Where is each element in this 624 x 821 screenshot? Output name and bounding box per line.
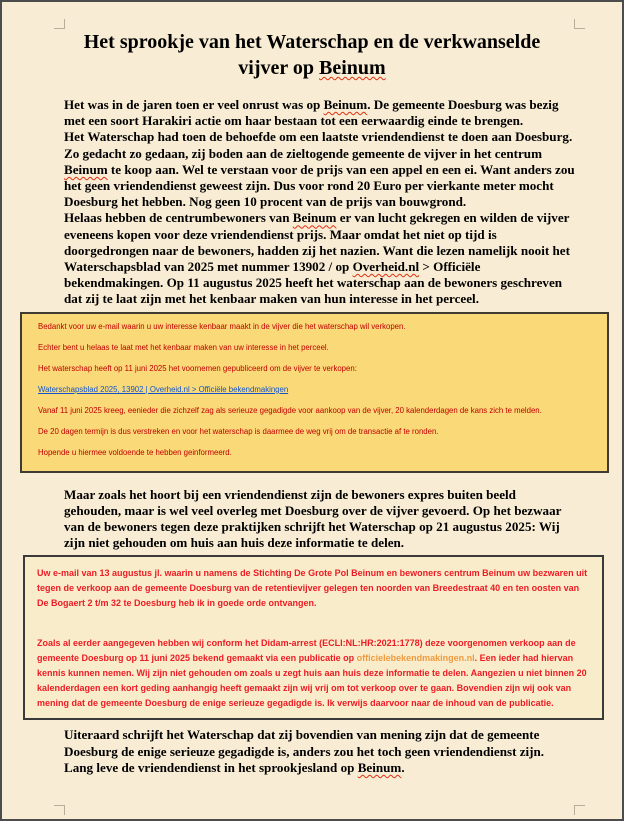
misspelled-word: Beinum [357, 759, 402, 775]
text-segment: . De gemeente Doesburg was bezig met een soort Harakiri actie om haar bestaan tot een eerwaardig einde te brengen. [64, 97, 559, 129]
text-segment: Het was in de jaren toen er veel onrust was op [64, 97, 324, 112]
paragraph-vriendendienst [64, 129, 576, 210]
text-segment: Zoals al eerder aangegeven hebben wij conform het Didam-arrest (ECLI:NL:HR:2021:1778) deze voorgenomen verkoop aan de gemeente Doesburg op 11 juni 2025 bekend gemaakt via een publicatie op [37, 638, 576, 664]
misspelled-word: Overheid.nl [352, 259, 420, 275]
text-segment: Uiteraard schrijft het Waterschap dat zij bovendien van mening zijn dat de gemeente Doesburg de enige serieuze gegadigde is, anders zou het toch geen vriendendienst zijn. Lang leve de vriendendienst in het sprookjesland op [64, 727, 545, 775]
text-segment: Het Waterschap had toen de behoefde om een laatste vriendendienst te doen aan Doesburg. Zo gedacht zo gedaan, zij boden aan de zieltogende gemeente de vijver in het centrum [64, 129, 573, 161]
quote-line: Echter bent u helaas te laat met het kenbaar maken van uw interesse in het perceel. [38, 342, 329, 352]
misspelled-word: Beinum [323, 97, 368, 112]
text-segment: . [401, 759, 405, 775]
quote-line: Hopende u hiermee voldoende te hebben geinformeerd. [38, 447, 232, 457]
text-segment: er van lucht gekregen en wilden de vijver eveneens kopen voor deze vriendendienst prijs. Maar omdat het niet op tijd is doorgedrongen naar de bewoners, hadden zij het nazien. Want die lezen namelijk nooit het Waterschapsblad van 2025 met nummer 13902 / op [64, 210, 570, 275]
paragraph-centrumbewoners [64, 210, 576, 307]
quote2-paragraph-didam-arrest [37, 636, 590, 711]
text-segment: Maar zoals het hoort bij een vriendendienst zijn de bewoners expres buiten beeld gehouden, maar is wel veel overleg met Doesburg over de vijver gevoerd. Op het bezwaar van de bewoners tegen deze praktijken schrijft het Waterschap op 21 augustus 2025: Wij zijn niet gehouden om huis aan huis deze informatie te delen. [64, 486, 562, 551]
page-title-line1: Het sprookje van het Waterschap en de verkwanselde [83, 31, 541, 53]
officielebekendmakingen-link[interactable]: officielebekendmakingen.nl [356, 653, 475, 664]
paragraph-overleg [64, 487, 576, 552]
email-quote-waterschap-1 [20, 312, 609, 473]
text-segment: Helaas hebben de centrumbewoners van [64, 210, 293, 226]
quote-line: Het waterschap heeft op 11 juni 2025 het voornemen gepubliceerd om de vijver te verkopen: [38, 363, 357, 373]
text-boundary-mark-top-right [574, 19, 585, 29]
text-segment: > Officiële bekendmakingen. Op 11 augustus 2025 heeft het waterschap aan de bewoners geschreven dat zij te laat zijn met het kenbaar maken van hun interesse in het perceel. [64, 259, 563, 307]
text-boundary-mark-bottom-left [54, 805, 65, 815]
text-segment: . Een ieder had hiervan kennis kunnen nemen. Wij zijn niet gehouden om zoals u zegt huis aan huis deze informatie te delen. Aangezien u niet binnen 20 kalenderdagen een kort geding aanhangig heeft gemaakt zijn wij vrij om tot verkoop over te gaan. Bovendien zijn wij ook van mening dat de gemeente Doesburg de enige serieuze gegadigde is. Ik verwijs daarvoor naar de inhoud van de publicatie. [37, 653, 587, 709]
misspelled-word: Beinum [319, 57, 386, 79]
text-segment: te koop aan. Wel te verstaan voor de prijs van een appel en een ei. Want anders zou het geen vriendendienst geweest zijn. Dus voor rond 20 Euro per vierkante meter mocht Doesburg het hebben. Nog geen 10 procent van de prijs van bouwgrond. [64, 161, 575, 210]
paragraph-intro [64, 97, 576, 129]
email-quote-waterschap-2 [23, 555, 604, 720]
quote2-paragraph-ontvangen [37, 566, 590, 611]
text-segment: vijver op [238, 57, 320, 79]
quote-line: De 20 dagen termijn is dus verstreken en voor het waterschap is daarmee de weg vrij om de transactie af te ronden. [38, 426, 439, 436]
misspelled-word: Beinum [292, 210, 337, 226]
misspelled-word: Beinum [64, 161, 108, 177]
body-text-block [64, 97, 576, 308]
page-title-line2 [42, 55, 582, 81]
text-segment: Uw e-mail van 13 augustus jl. waarin u namens de Stichting De Grote Pol Beinum en bewoners centrum Beinum uw bezwaren uit tegen de verkoop aan de gemeente Doesburg van de retentievijver gelegen ten noorden van Breedestraat 40 en ten oosten van De Bogaert 2 t/m 32 te Doesburg heb ik in goede orde ontvangen. [37, 568, 588, 609]
text-boundary-mark-bottom-right [574, 805, 585, 815]
page-title [42, 29, 582, 81]
paragraph-slot [64, 727, 576, 776]
quote-link-line [38, 385, 591, 394]
quote-line: Bedankt voor uw e-mail waarin u uw interesse kenbaar maakt in de vijver die het waterschap wil verkopen. [38, 321, 406, 331]
text-boundary-mark-top-left [54, 19, 65, 29]
waterschapsblad-link[interactable]: Waterschapsblad 2025, 13902 | Overheid.nl > Officiële bekendmakingen [38, 384, 289, 394]
quote-line: Vanaf 11 juni 2025 kreeg, eenieder die zichzelf zag als serieuze gegadigde voor aankoop van de vijver, 20 kalenderdagen de kans zich te melden. [38, 405, 542, 415]
